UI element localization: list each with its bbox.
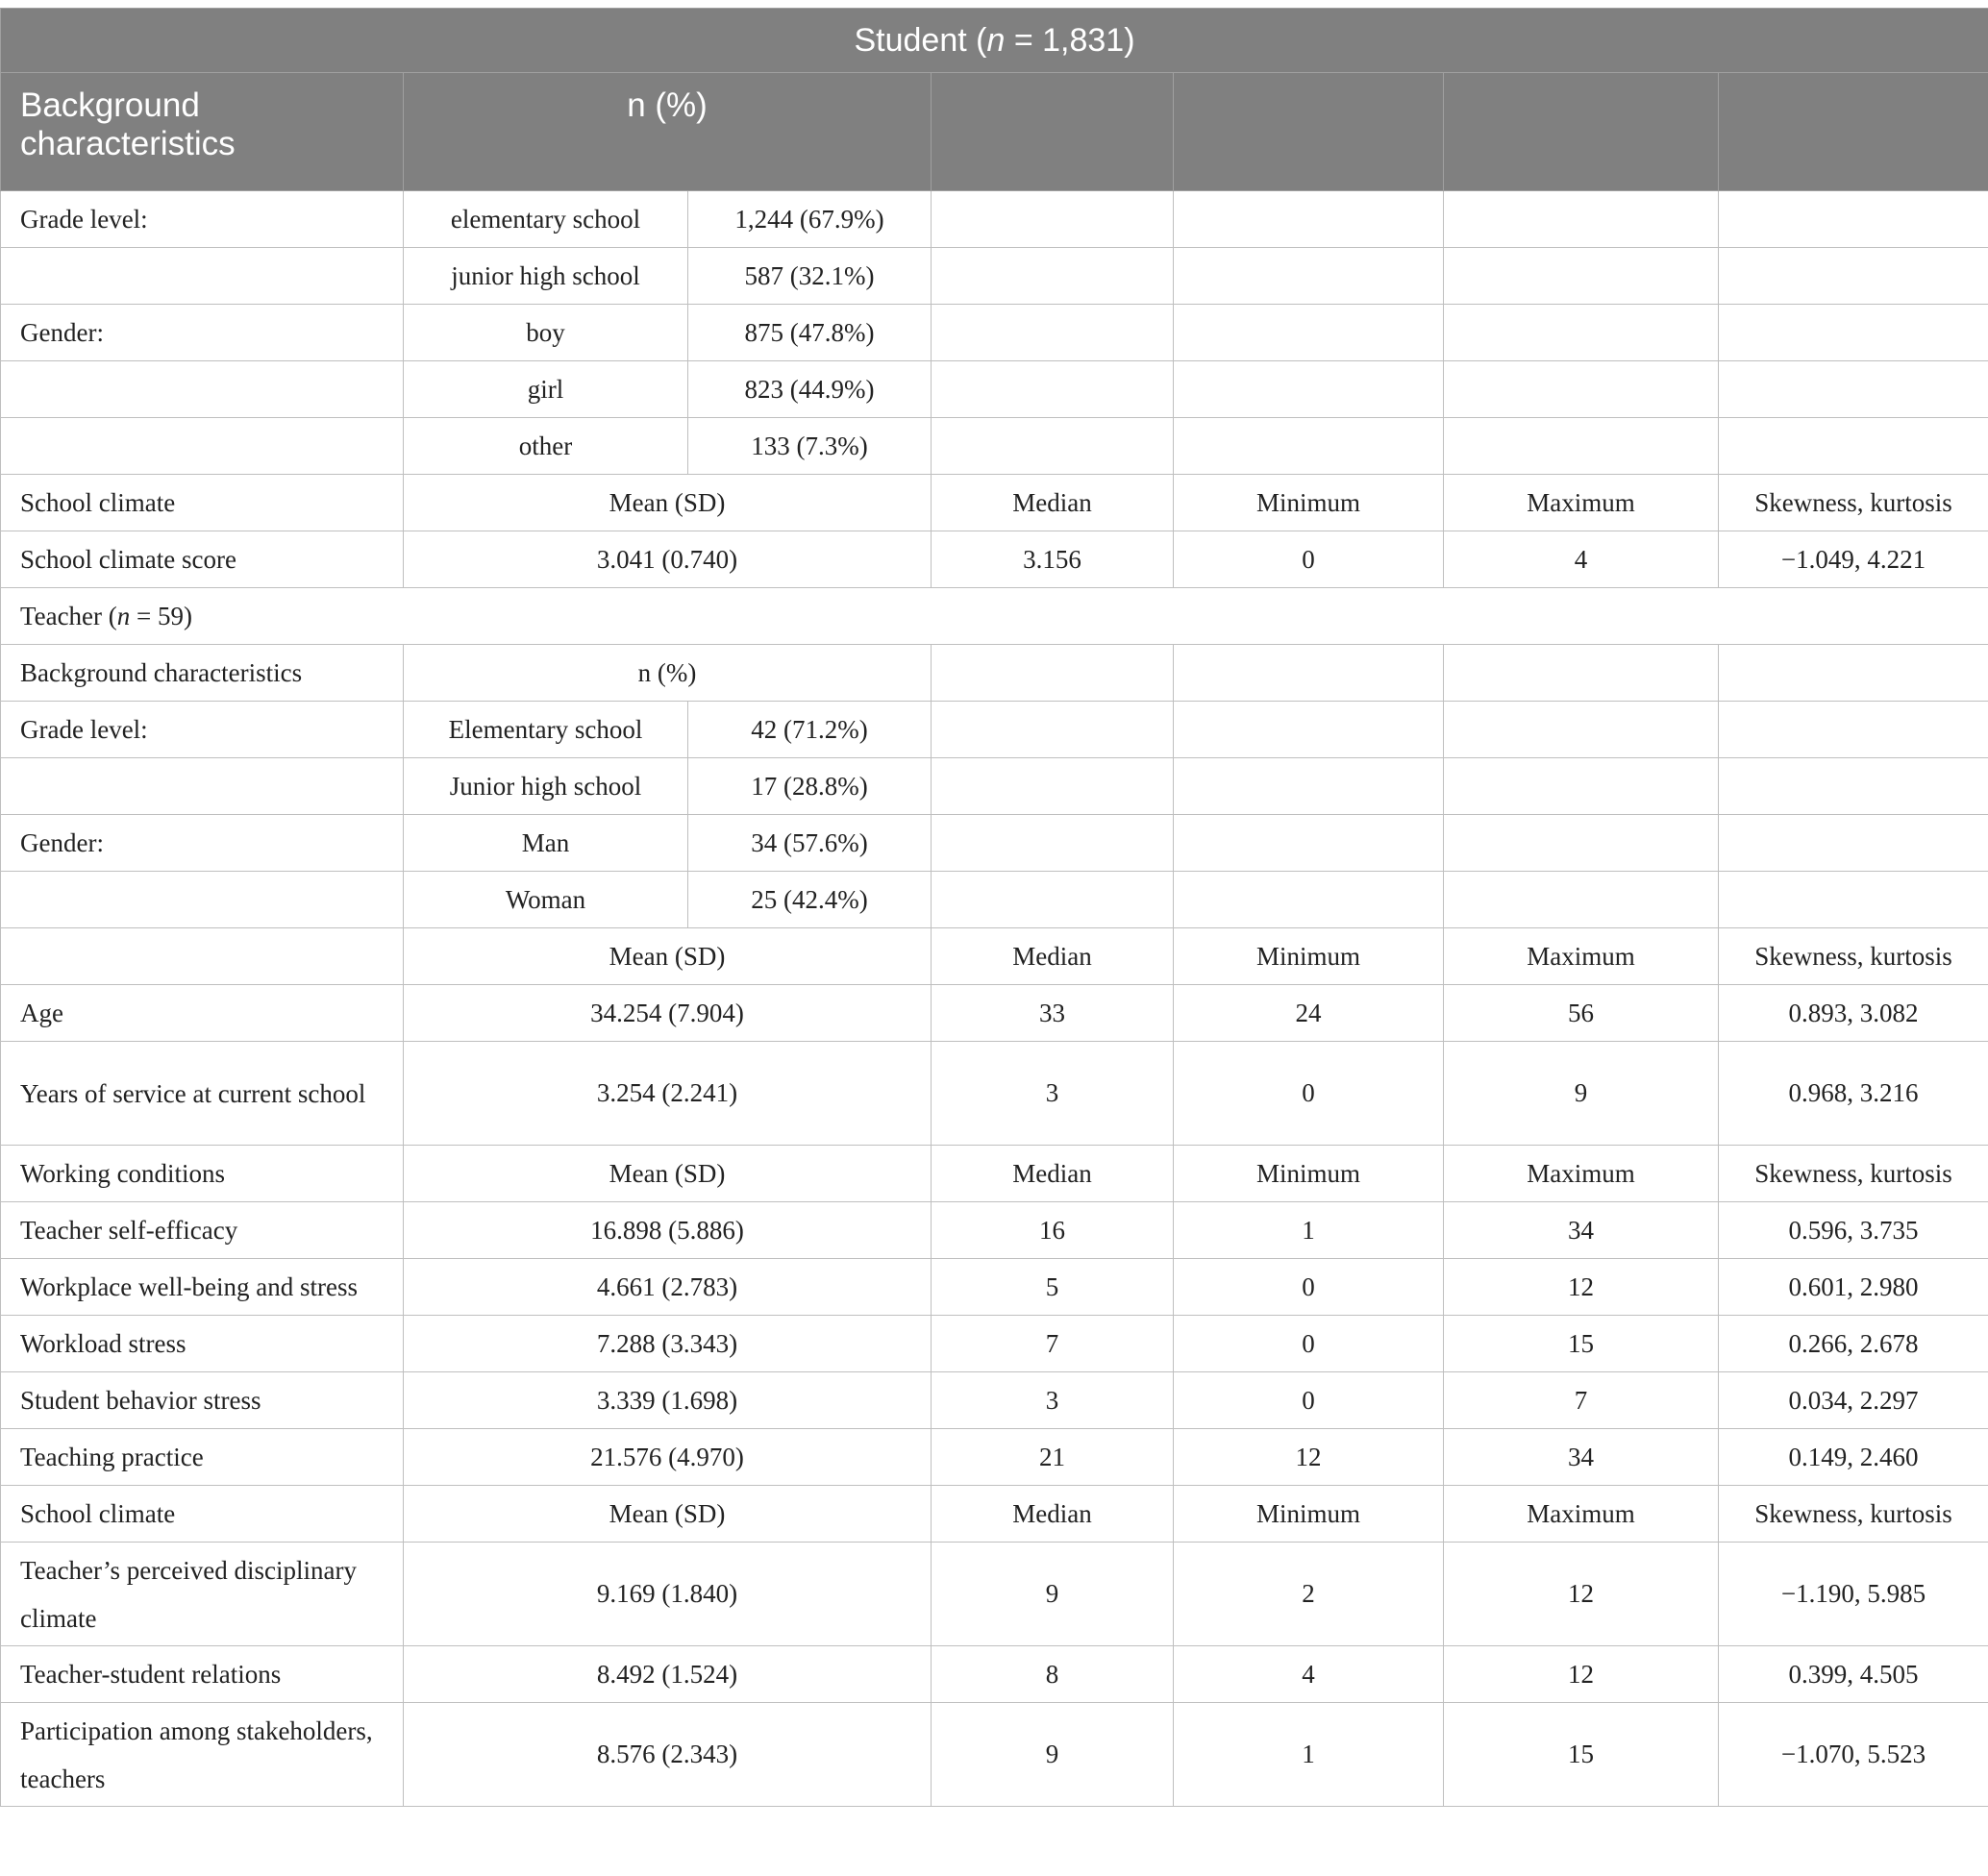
section-label	[1, 928, 404, 985]
table-row	[1, 418, 1988, 475]
empty-cell	[1174, 305, 1444, 361]
median-cell: 9	[932, 1703, 1174, 1807]
row-label: Gender:	[1, 305, 404, 361]
median-header: Median	[932, 928, 1174, 985]
teacher-section-title	[1, 588, 1988, 645]
empty-cell	[1444, 645, 1719, 702]
row-label	[1, 872, 404, 928]
median-cell: 21	[932, 1429, 1174, 1486]
empty-cell	[1444, 361, 1719, 418]
section-label: Working conditions	[1, 1146, 404, 1202]
count-percent-cell: 1,244 (67.9%)	[688, 191, 932, 248]
empty-cell	[1174, 418, 1444, 475]
mean-sd-cell: 9.169 (1.840)	[404, 1543, 932, 1646]
minimum-header: Minimum	[1174, 928, 1444, 985]
maximum-header: Maximum	[1444, 1146, 1719, 1202]
median-cell: 16	[932, 1202, 1174, 1259]
maximum-header: Maximum	[1444, 475, 1719, 531]
count-percent-cell: 34 (57.6%)	[688, 815, 932, 872]
skewness-kurtosis-header: Skewness, kurtosis	[1719, 1146, 1988, 1202]
median-cell: 5	[932, 1259, 1174, 1316]
skewness-kurtosis-cell: 0.266, 2.678	[1719, 1316, 1988, 1372]
stat-header-row	[1, 475, 1988, 531]
table-row	[1, 531, 1988, 588]
minimum-cell: 4	[1174, 1646, 1444, 1703]
category-cell: other	[404, 418, 688, 475]
minimum-cell: 0	[1174, 531, 1444, 588]
minimum-cell: 0	[1174, 1372, 1444, 1429]
mean-sd-cell: 16.898 (5.886)	[404, 1202, 932, 1259]
count-percent-cell: 133 (7.3%)	[688, 418, 932, 475]
maximum-cell: 15	[1444, 1316, 1719, 1372]
empty-cell	[932, 418, 1174, 475]
skewness-kurtosis-cell: −1.190, 5.985	[1719, 1543, 1988, 1646]
category-cell: girl	[404, 361, 688, 418]
header-empty-cell	[1444, 73, 1719, 191]
median-cell: 3	[932, 1042, 1174, 1146]
section-label: School climate	[1, 1486, 404, 1543]
empty-cell	[932, 645, 1174, 702]
table-row	[1, 305, 1988, 361]
stat-header-row	[1, 1146, 1988, 1202]
minimum-header: Minimum	[1174, 475, 1444, 531]
category-cell: elementary school	[404, 191, 688, 248]
empty-cell	[1174, 815, 1444, 872]
empty-cell	[932, 872, 1174, 928]
header-background-characteristics: Background characteristics	[1, 73, 404, 191]
header-empty-cell	[1174, 73, 1444, 191]
skewness-kurtosis-header: Skewness, kurtosis	[1719, 1486, 1988, 1543]
table-row	[1, 985, 1988, 1042]
row-label: Years of service at current school	[1, 1042, 404, 1146]
median-cell: 3	[932, 1372, 1174, 1429]
mean-sd-cell: 3.339 (1.698)	[404, 1372, 932, 1429]
row-label: Teaching practice	[1, 1429, 404, 1486]
skewness-kurtosis-cell: 0.596, 3.735	[1719, 1202, 1988, 1259]
row-label: Student behavior stress	[1, 1372, 404, 1429]
table-body	[1, 191, 1988, 1807]
table-row	[1, 361, 1988, 418]
maximum-cell: 12	[1444, 1259, 1719, 1316]
data-table-container	[0, 8, 1988, 1807]
table-row	[1, 872, 1988, 928]
skewness-kurtosis-cell: 0.034, 2.297	[1719, 1372, 1988, 1429]
mean-sd-header: Mean (SD)	[404, 1486, 932, 1543]
table-row	[1, 1372, 1988, 1429]
category-cell: Man	[404, 815, 688, 872]
minimum-cell: 12	[1174, 1429, 1444, 1486]
row-label: Teacher self-efficacy	[1, 1202, 404, 1259]
count-percent-cell: 42 (71.2%)	[688, 702, 932, 758]
median-cell: 3.156	[932, 531, 1174, 588]
empty-cell	[1719, 191, 1988, 248]
mean-sd-cell: 4.661 (2.783)	[404, 1259, 932, 1316]
count-percent-cell: 25 (42.4%)	[688, 872, 932, 928]
empty-cell	[1444, 305, 1719, 361]
teacher-title-suffix: = 59)	[130, 601, 192, 630]
count-percent-cell: 587 (32.1%)	[688, 248, 932, 305]
median-header: Median	[932, 1486, 1174, 1543]
table-row	[1, 1543, 1988, 1646]
row-label: Gender:	[1, 815, 404, 872]
empty-cell	[1444, 418, 1719, 475]
table-row	[1, 191, 1988, 248]
row-label	[1, 361, 404, 418]
empty-cell	[1174, 361, 1444, 418]
header-n-percent: n (%)	[404, 73, 932, 191]
table-title-row	[1, 9, 1988, 73]
empty-cell	[1174, 872, 1444, 928]
skewness-kurtosis-cell: 0.893, 3.082	[1719, 985, 1988, 1042]
table-row	[1, 1316, 1988, 1372]
skewness-kurtosis-header: Skewness, kurtosis	[1719, 928, 1988, 985]
minimum-cell: 0	[1174, 1042, 1444, 1146]
teacher-title-prefix: Teacher (	[20, 601, 117, 630]
stat-header-row	[1, 1486, 1988, 1543]
mean-sd-cell: 3.041 (0.740)	[404, 531, 932, 588]
title-n: n	[986, 21, 1006, 59]
minimum-cell: 1	[1174, 1703, 1444, 1807]
empty-cell	[1444, 815, 1719, 872]
empty-cell	[1444, 191, 1719, 248]
empty-cell	[932, 702, 1174, 758]
title-prefix: Student (	[854, 21, 987, 59]
minimum-cell: 0	[1174, 1316, 1444, 1372]
maximum-cell: 7	[1444, 1372, 1719, 1429]
category-cell: boy	[404, 305, 688, 361]
minimum-cell: 0	[1174, 1259, 1444, 1316]
teacher-title-n: n	[116, 601, 131, 630]
skewness-kurtosis-cell: 0.968, 3.216	[1719, 1042, 1988, 1146]
empty-cell	[932, 305, 1174, 361]
table-row	[1, 1646, 1988, 1703]
maximum-cell: 34	[1444, 1429, 1719, 1486]
empty-cell	[1719, 815, 1988, 872]
header-empty-cell	[1719, 73, 1988, 191]
empty-cell	[1174, 758, 1444, 815]
empty-cell	[932, 758, 1174, 815]
empty-cell	[932, 815, 1174, 872]
empty-cell	[1719, 248, 1988, 305]
row-label: Participation among stakeholders, teachers	[1, 1703, 404, 1807]
maximum-cell: 15	[1444, 1703, 1719, 1807]
row-label: Grade level:	[1, 191, 404, 248]
median-cell: 8	[932, 1646, 1174, 1703]
empty-cell	[1174, 191, 1444, 248]
maximum-cell: 4	[1444, 531, 1719, 588]
row-label: Workplace well-being and stress	[1, 1259, 404, 1316]
teacher-background-header-row	[1, 645, 1988, 702]
row-label	[1, 758, 404, 815]
skewness-kurtosis-cell: 0.399, 4.505	[1719, 1646, 1988, 1703]
table-row	[1, 1259, 1988, 1316]
count-percent-cell: 823 (44.9%)	[688, 361, 932, 418]
empty-cell	[1719, 872, 1988, 928]
category-cell: junior high school	[404, 248, 688, 305]
table-row	[1, 758, 1988, 815]
mean-sd-header: Mean (SD)	[404, 1146, 932, 1202]
empty-cell	[1719, 418, 1988, 475]
empty-cell	[1719, 702, 1988, 758]
count-percent-cell: 17 (28.8%)	[688, 758, 932, 815]
mean-sd-header: Mean (SD)	[404, 928, 932, 985]
row-label: Grade level:	[1, 702, 404, 758]
mean-sd-cell: 8.492 (1.524)	[404, 1646, 932, 1703]
empty-cell	[1174, 248, 1444, 305]
mean-sd-cell: 21.576 (4.970)	[404, 1429, 932, 1486]
empty-cell	[1719, 645, 1988, 702]
skewness-kurtosis-cell: −1.049, 4.221	[1719, 531, 1988, 588]
row-label	[1, 418, 404, 475]
empty-cell	[1719, 361, 1988, 418]
median-cell: 9	[932, 1543, 1174, 1646]
row-label: Age	[1, 985, 404, 1042]
minimum-header: Minimum	[1174, 1146, 1444, 1202]
empty-cell	[932, 361, 1174, 418]
median-cell: 33	[932, 985, 1174, 1042]
title-suffix: = 1,831)	[1005, 21, 1135, 59]
mean-sd-header: Mean (SD)	[404, 475, 932, 531]
table-row	[1, 1202, 1988, 1259]
skewness-kurtosis-cell: −1.070, 5.523	[1719, 1703, 1988, 1807]
table-row	[1, 702, 1988, 758]
descriptive-statistics-table	[0, 8, 1988, 1807]
empty-cell	[1174, 702, 1444, 758]
empty-cell	[1444, 758, 1719, 815]
maximum-cell: 12	[1444, 1646, 1719, 1703]
n-percent-label: n (%)	[404, 645, 932, 702]
section-label: School climate	[1, 475, 404, 531]
stat-header-row	[1, 928, 1988, 985]
table-row	[1, 1703, 1988, 1807]
minimum-header: Minimum	[1174, 1486, 1444, 1543]
mean-sd-cell: 34.254 (7.904)	[404, 985, 932, 1042]
minimum-cell: 2	[1174, 1543, 1444, 1646]
minimum-cell: 24	[1174, 985, 1444, 1042]
table-title	[1, 9, 1988, 73]
empty-cell	[932, 191, 1174, 248]
row-label: Teacher’s perceived disciplinary climate	[1, 1543, 404, 1646]
maximum-header: Maximum	[1444, 1486, 1719, 1543]
mean-sd-cell: 7.288 (3.343)	[404, 1316, 932, 1372]
empty-cell	[1174, 645, 1444, 702]
maximum-header: Maximum	[1444, 928, 1719, 985]
empty-cell	[1719, 758, 1988, 815]
table-row	[1, 248, 1988, 305]
category-cell: Woman	[404, 872, 688, 928]
row-label	[1, 248, 404, 305]
skewness-kurtosis-cell: 0.149, 2.460	[1719, 1429, 1988, 1486]
table-row	[1, 1429, 1988, 1486]
median-cell: 7	[932, 1316, 1174, 1372]
maximum-cell: 12	[1444, 1543, 1719, 1646]
row-label: Teacher-student relations	[1, 1646, 404, 1703]
minimum-cell: 1	[1174, 1202, 1444, 1259]
median-header: Median	[932, 475, 1174, 531]
background-characteristics-label: Background characteristics	[1, 645, 404, 702]
empty-cell	[1444, 248, 1719, 305]
row-label: Workload stress	[1, 1316, 404, 1372]
table-row	[1, 1042, 1988, 1146]
empty-cell	[1719, 305, 1988, 361]
table-row	[1, 815, 1988, 872]
table-header-row	[1, 73, 1988, 191]
category-cell: Elementary school	[404, 702, 688, 758]
row-label: School climate score	[1, 531, 404, 588]
teacher-title-row	[1, 588, 1988, 645]
mean-sd-cell: 8.576 (2.343)	[404, 1703, 932, 1807]
count-percent-cell: 875 (47.8%)	[688, 305, 932, 361]
empty-cell	[932, 248, 1174, 305]
empty-cell	[1444, 702, 1719, 758]
maximum-cell: 56	[1444, 985, 1719, 1042]
skewness-kurtosis-header: Skewness, kurtosis	[1719, 475, 1988, 531]
median-header: Median	[932, 1146, 1174, 1202]
category-cell: Junior high school	[404, 758, 688, 815]
mean-sd-cell: 3.254 (2.241)	[404, 1042, 932, 1146]
empty-cell	[1444, 872, 1719, 928]
maximum-cell: 9	[1444, 1042, 1719, 1146]
skewness-kurtosis-cell: 0.601, 2.980	[1719, 1259, 1988, 1316]
header-empty-cell	[932, 73, 1174, 191]
maximum-cell: 34	[1444, 1202, 1719, 1259]
